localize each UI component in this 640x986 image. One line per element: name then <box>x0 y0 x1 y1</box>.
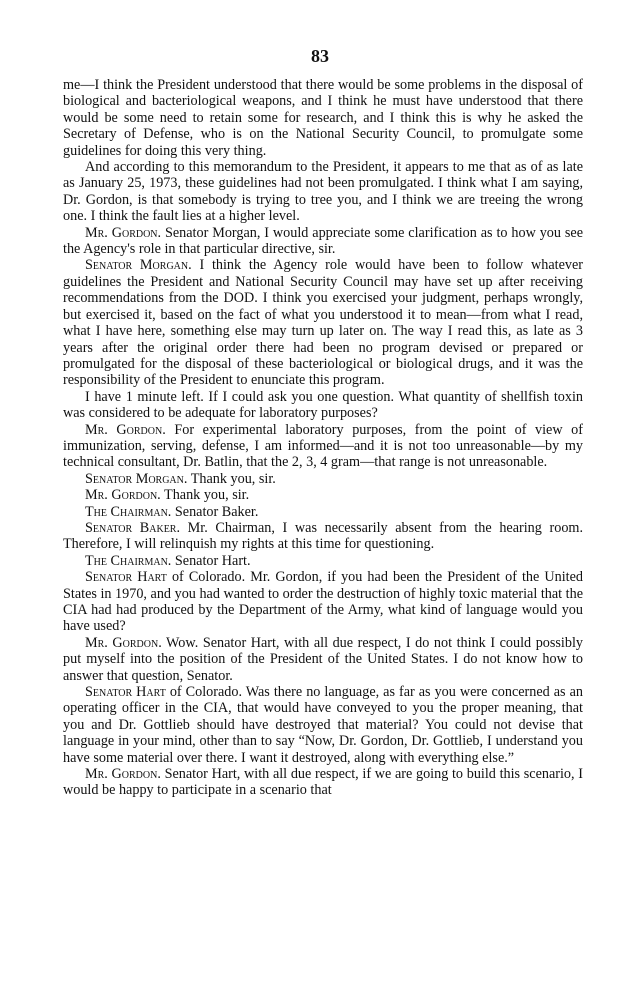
paragraph-text: I have 1 minute left. If I could ask you one question. What quantity of shellfish toxin was considered to be adequate for laboratory purposes? <box>63 388 583 422</box>
speaker-label: Senator Morgan. <box>85 470 188 487</box>
paragraph-text: Wow. Senator Hart, with all due respect, I do not think I could possibly put myself into the position of the President of the United States. I do not know how to answer that question, Senator. <box>63 634 583 684</box>
paragraph-text: For experimental laboratory purposes, from the point of view of immunization, serving, defense, I am informed—and it is not too unreasonable—by my technical consultant, Dr. Batlin, that the 2, 3, 4 gram—that range is not unreasonable. <box>63 421 584 471</box>
paragraph-text: of Colorado. Was there no language, as far as you were concerned as an operating officer in the CIA, that would have conveyed to you the proper meaning, that you and Dr. Gottlieb should have destroyed that material? You could not devise that language in your mind, other than to say “Now, Dr. Gordon, Dr. Gottlieb, I understand you have some material over there. I want it destroyed, along with everything else.” <box>63 684 583 766</box>
paragraph <box>63 159 583 225</box>
paragraph <box>63 569 583 635</box>
speaker-label: Senator Morgan. <box>85 257 192 274</box>
paragraph-text: me—I think the President understood that there would be some problems in the disposal of biological and bacteriological weapons, and I think he must have understood that there would be some need to retain some for research, and I think this is why he asked the Secretary of Defense, who is on the National Security Council, to promulgate some guidelines for doing this very thing. <box>63 77 583 159</box>
speaker-label: Mr. Gordon. <box>85 421 166 438</box>
speaker-label: Senator Hart <box>85 684 166 701</box>
paragraph <box>63 422 583 471</box>
paragraph-text: Thank you, sir. <box>187 470 276 487</box>
paragraph-text: Senator Hart, with all due respect, if we are going to build this scenario, I would be happy to participate in a scenario that <box>63 766 583 799</box>
speaker-label: Mr. Gordon. <box>85 766 161 783</box>
paragraph-text: Thank you, sir. <box>160 487 250 504</box>
transcript-body <box>63 77 583 799</box>
paragraph-text: And according to this memorandum to the President, it appears to me that as of as late as January 25, 1973, these guidelines had not been promulgated. I think what I am saying, Dr. Gordon, is that somebody is trying to tree you, and I think we are treeing the wrong one. I think the fault lies at a higher level. <box>63 159 583 225</box>
paragraph-text: Mr. Chairman, I was necessarily absent from the hearing room. Therefore, I will relinquish my rights at this time for questioning. <box>63 519 583 553</box>
paragraph <box>63 684 583 766</box>
speaker-label: Mr. Gordon. <box>85 487 161 504</box>
paragraph <box>63 389 583 422</box>
paragraph-text: Senator Hart. <box>171 552 251 569</box>
paragraph-text: I think the Agency role would have been to follow whatever guidelines the President and National Security Council may have set up after receiving recommendations from the DOD. I think you exercised your judgment, perhaps wrongly, but exercised it, based on the fact of what you understood it to mean—from what I read, what I have here, something else may turn up later on. The way I read this, as late as 3 years after the original order there had been no program devised or prepared or promulgated for the disposal of these bacteriological or biological drugs, and it was the responsibility of the President to enunciate this program. <box>63 257 583 389</box>
paragraph <box>63 766 583 799</box>
paragraph <box>63 257 583 388</box>
paragraph <box>63 504 583 520</box>
paragraph <box>63 77 583 159</box>
speaker-label: The Chairman. <box>85 503 172 520</box>
paragraph <box>63 487 583 503</box>
paragraph <box>63 225 583 258</box>
speaker-label: Senator Baker. <box>85 519 181 536</box>
speaker-label: Mr. Gordon. <box>85 224 162 241</box>
paragraph-text: of Colorado. Mr. Gordon, if you had been the President of the United States in 1970, and you had wanted to order the destruction of highly toxic material that the CIA had had produced by the Department of the Army, what kind of language would you have used? <box>63 569 583 635</box>
page-number: 83 <box>311 46 329 66</box>
paragraph <box>63 635 583 684</box>
paragraph <box>63 553 583 569</box>
speaker-label: Mr. Gordon. <box>85 634 162 651</box>
paragraph <box>63 520 583 553</box>
speaker-label: Senator Hart <box>85 569 167 586</box>
paragraph <box>63 471 583 487</box>
speaker-label: The Chairman. <box>85 552 172 569</box>
paragraph-text: Senator Baker. <box>171 503 259 520</box>
paragraph-text: Senator Morgan, I would appreciate some clarification as to how you see the Agency's role in that particular directive, sir. <box>63 224 583 258</box>
